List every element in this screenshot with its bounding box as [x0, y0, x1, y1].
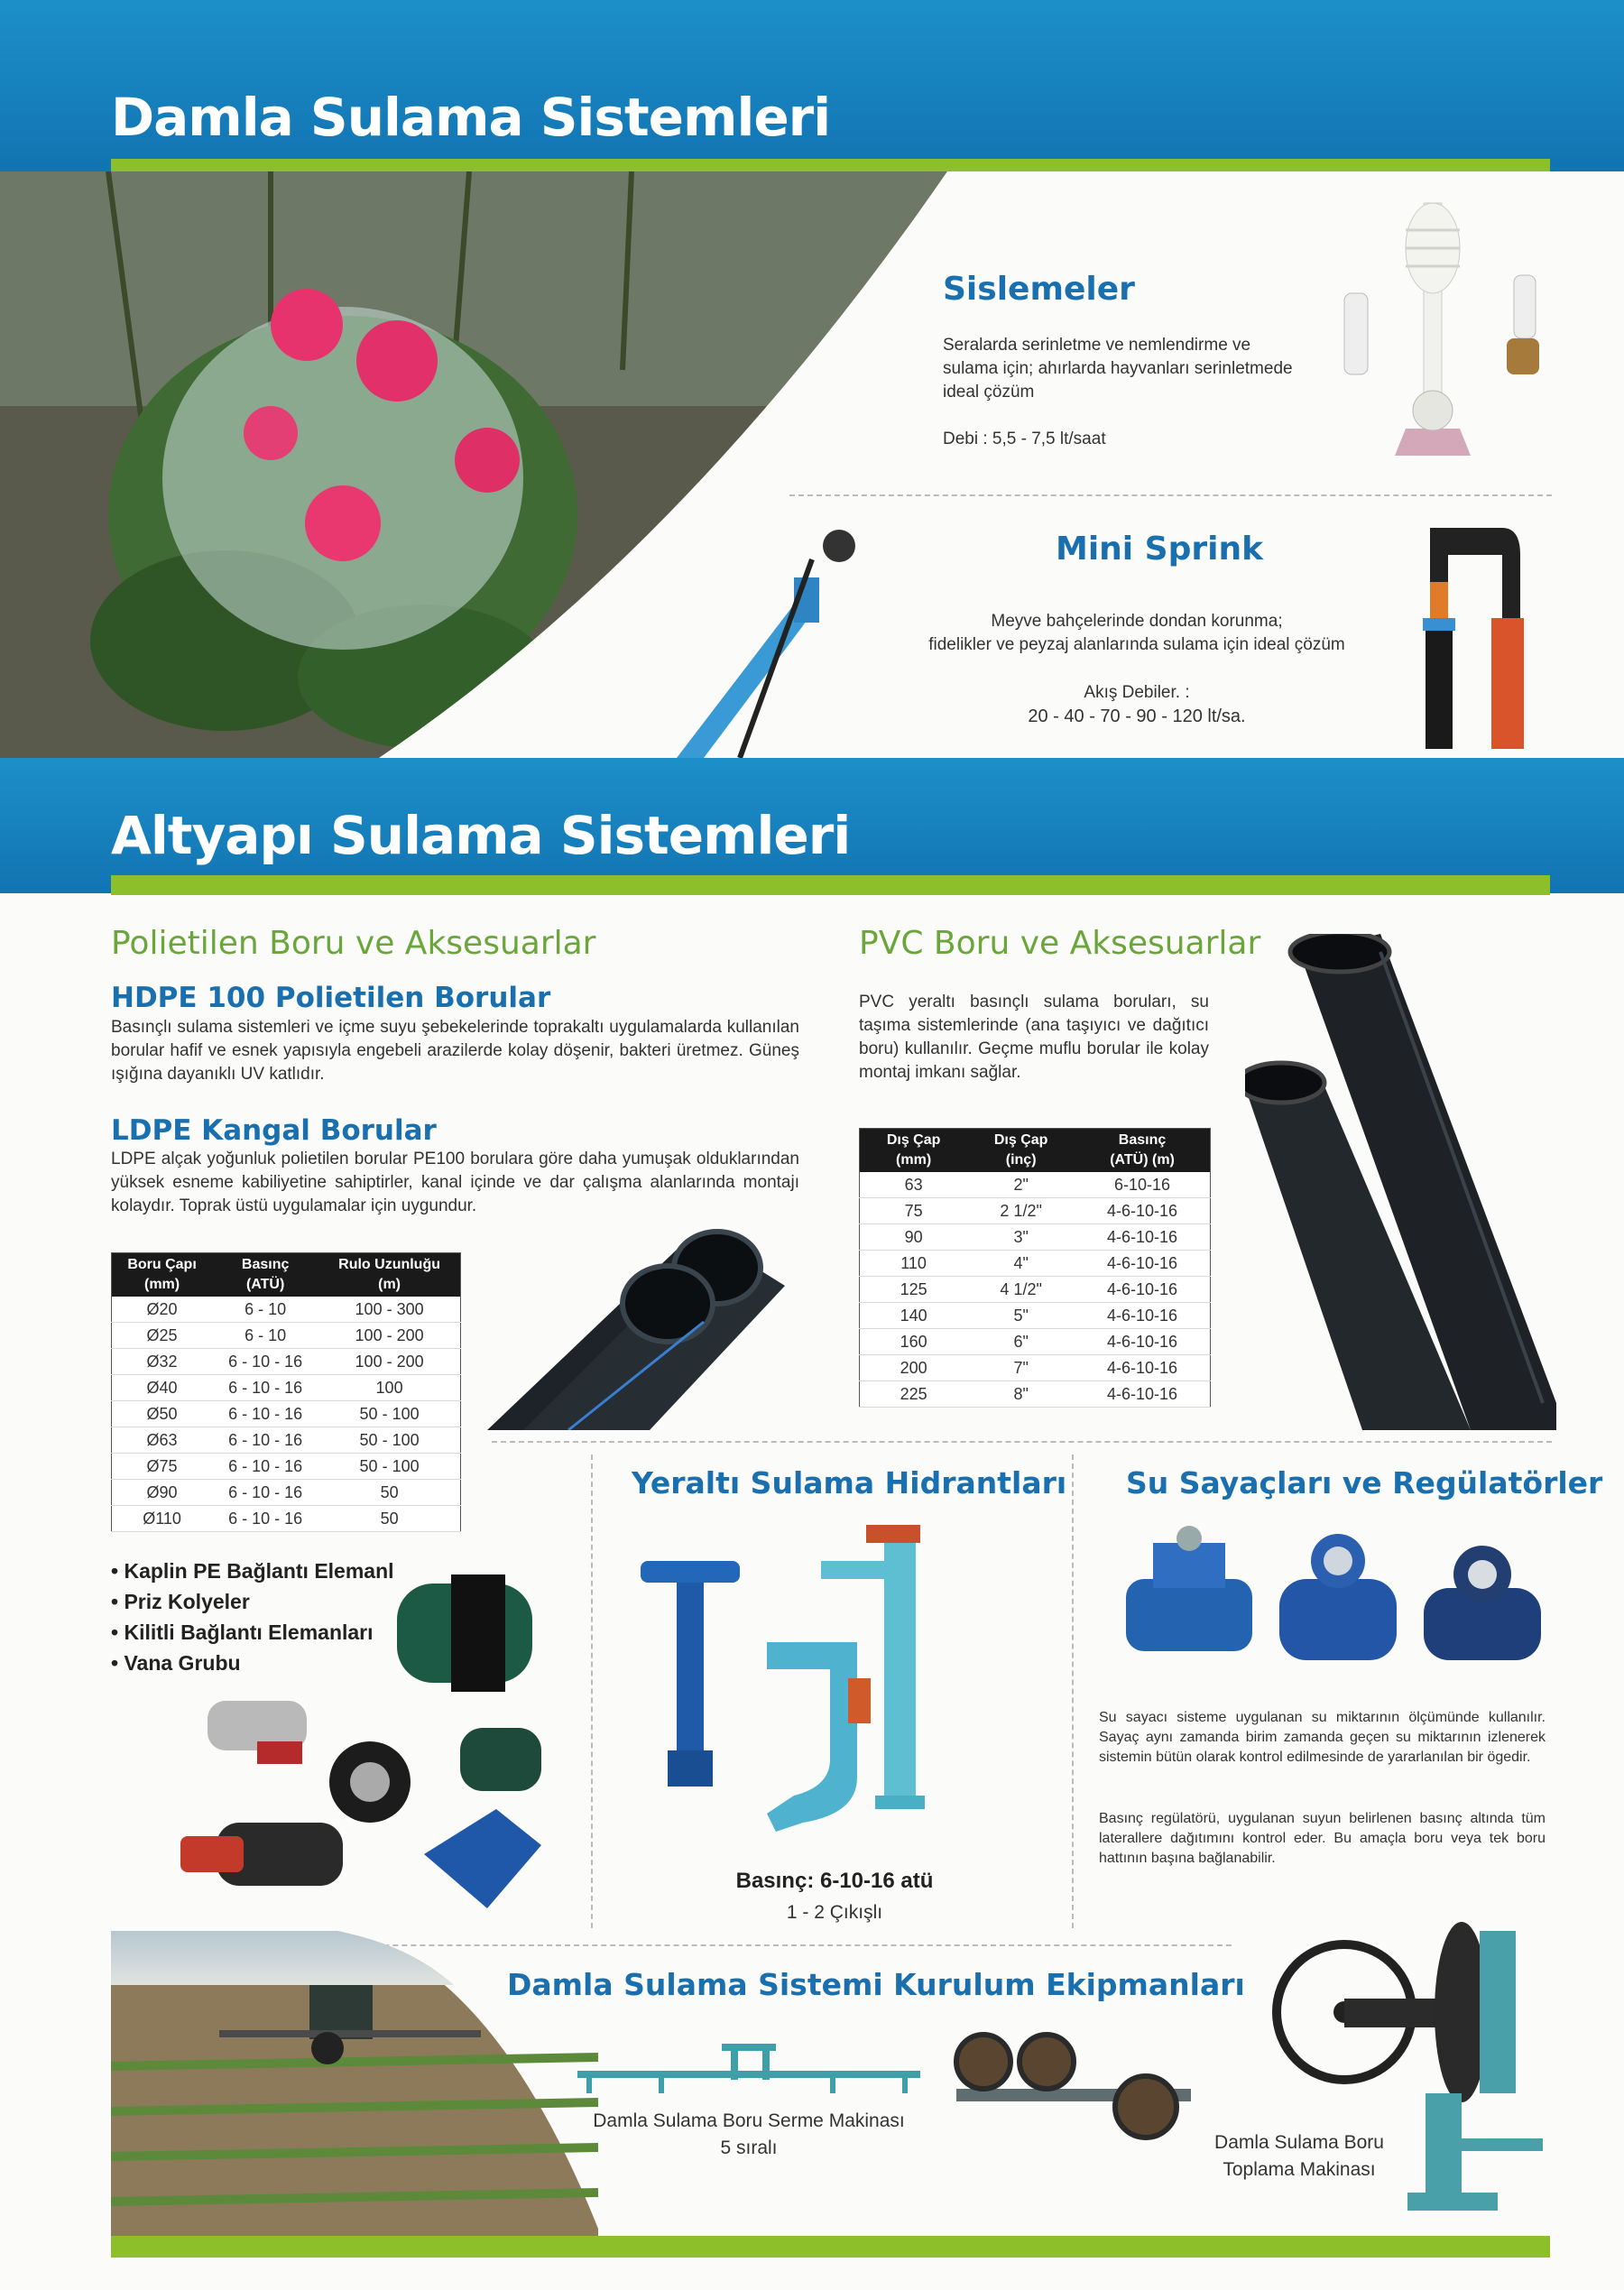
- polietilen-heading: Polietilen Boru ve Aksesuarlar: [111, 925, 596, 962]
- meter-left-divider: [1072, 1454, 1074, 1928]
- meter-title: Su Sayaçları ve Regülatörler: [1126, 1465, 1603, 1501]
- table-row: Ø63 6 - 10 - 16 50 - 100: [112, 1427, 461, 1454]
- pvc-text: PVC yeraltı basınçlı sulama boruları, su taşıma sistemlerinde (ana taşıyıcı ve dağıtıcı boru) kullanılır. Geçme muflu borular ile kolay montaj imkanı sağlar.: [859, 993, 1209, 1082]
- header-roll-length: Rulo Uzunluğu (m): [318, 1253, 460, 1297]
- table-row: 160 6" 4-6-10-16: [860, 1329, 1211, 1355]
- section1-divider: [789, 494, 1552, 496]
- collection-machine-caption-1: Damla Sulama Boru: [1214, 2132, 1384, 2153]
- table-row: 110 4" 4-6-10-16: [860, 1251, 1211, 1277]
- pvc-pipe-image: [1245, 934, 1556, 1430]
- hydrant-pressure: Basınç: 6-10-16 atü: [735, 1869, 934, 1893]
- table-row: 90 3" 4-6-10-16: [860, 1224, 1211, 1251]
- table-header-row: [860, 1129, 1211, 1173]
- mist-nozzle-image: [1317, 194, 1561, 483]
- sislemeler-flow: Debi : 5,5 - 7,5 lt/saat: [943, 429, 1106, 448]
- installation-title: Damla Sulama Sistemi Kurulum Ekipmanları: [507, 1967, 1245, 2002]
- hydrant-outlets: 1 - 2 Çıkışlı: [786, 1902, 883, 1923]
- pe-pipe-image: [487, 1214, 794, 1430]
- water-meter-image: [1108, 1525, 1550, 1678]
- header-pressure: Basınç (ATÜ): [212, 1253, 318, 1297]
- list-item: • Vana Grubu: [111, 1648, 394, 1678]
- hydrant-left-divider: [591, 1454, 593, 1928]
- footer-green-bar: [111, 2236, 1550, 2258]
- pvc-heading: PVC Boru ve Aksesuarlar: [859, 925, 1261, 962]
- section2-green-bar: [111, 875, 1550, 895]
- hydrant-title: Yeraltı Sulama Hidrantları: [632, 1465, 1067, 1501]
- table-row: 63 2" 6-10-16: [860, 1172, 1211, 1198]
- table-row: Ø50 6 - 10 - 16 50 - 100: [112, 1401, 461, 1427]
- table-row: Ø90 6 - 10 - 16 50: [112, 1480, 461, 1506]
- mini-sprink-description-2: fidelikler ve peyzaj alanlarında sulama için ideal çözüm: [928, 635, 1345, 654]
- header-diameter: Boru Çapı (mm): [112, 1253, 213, 1297]
- mini-sprink-description-1: Meyve bahçelerinde dondan korunma;: [991, 612, 1283, 631]
- pe-fittings-image: [180, 1565, 586, 1926]
- middle-divider: [492, 1441, 1552, 1443]
- ldpe-text: LDPE alçak yoğunluk polietilen borular PE100 borulara göre daha yumuşak olduklarından yüksek esneme kabiliyetine sahiptirler, kanal içinde ve dar çalışma alanlarında montajı kolaydır. Toprak üstü uygulamalar için uygundur.: [111, 1150, 799, 1215]
- pvc-pipe-spec-table: [859, 1128, 1211, 1408]
- hdpe-text: Basınçlı sulama sistemleri ve içme suyu şebekelerinde toprakaltı uygulamalarda kullanılan borular hafif ve esnek yapısıyla engebeli arazilerde kolay döşenir, bakteri üretmez. Güneş ışığına dayanıklı UV katlıdır.: [111, 1018, 799, 1084]
- mini-sprinkler-image: [1403, 519, 1538, 749]
- sislemeler-description: Seralarda serinletme ve nemlendirme ve sulama için; ahırlarda hayvanları serinletmede ideal çözüm: [943, 336, 1293, 402]
- table-row: Ø32 6 - 10 - 16 100 - 200: [112, 1349, 461, 1375]
- hydrant-image: [623, 1525, 1029, 1850]
- table-row: 225 8" 4-6-10-16: [860, 1381, 1211, 1408]
- table-row: 200 7" 4-6-10-16: [860, 1355, 1211, 1381]
- laying-machine-caption-2: 5 sıralı: [720, 2138, 778, 2158]
- pe-pipe-spec-table: [111, 1252, 461, 1532]
- list-item: • Kaplin PE Bağlantı Elemanl: [111, 1556, 394, 1586]
- table-row: Ø20 6 - 10 100 - 300: [112, 1297, 461, 1323]
- table-row: Ø110 6 - 10 - 16 50: [112, 1506, 461, 1532]
- pipe-laying-machine-image: [568, 2035, 929, 2098]
- header-outer-diameter-mm: Dış Çap (mm): [860, 1129, 968, 1173]
- section1-title: Damla Sulama Sistemleri: [111, 87, 831, 148]
- reel-unit-image: [947, 2026, 1200, 2152]
- table-row: 75 2 1/2" 4-6-10-16: [860, 1198, 1211, 1224]
- header-pressure: Basınç (ATÜ) (m): [1075, 1129, 1210, 1173]
- table-row: Ø75 6 - 10 - 16 50 - 100: [112, 1454, 461, 1480]
- table-row: Ø40 6 - 10 - 16 100: [112, 1375, 461, 1401]
- meter-text-2: Basınç regülatörü, uygulanan suyun belirlenen basınç altında tüm laterallere dağıtımını kontrol eder. Bu amaçla boru veya tek boru hattının başına bağlanabilir.: [1099, 1811, 1546, 1866]
- table-row: Ø25 6 - 10 100 - 200: [112, 1323, 461, 1349]
- header-outer-diameter-inch: Dış Çap (inç): [967, 1129, 1075, 1173]
- meter-text-1: Su sayacı sisteme uygulanan su miktarının ölçümünde kullanılır. Sayaç aynı zamanda birim zamanda geçen su miktarının izlenerek sistemin bütün olarak kontrol edilmesinde de yararlanılan bir ögedir.: [1099, 1710, 1546, 1765]
- sislemeler-title: Sislemeler: [943, 271, 1135, 308]
- list-item: • Kilitli Bağlantı Elemanları: [111, 1617, 394, 1648]
- mini-sprink-flow-label: Akış Debiler. :: [1084, 683, 1190, 702]
- hdpe-title: HDPE 100 Polietilen Borular: [111, 982, 551, 1014]
- blue-sprinkler-stake-image: [659, 523, 911, 758]
- table-header-row: [112, 1253, 461, 1297]
- section2-title: Altyapı Sulama Sistemleri: [111, 805, 851, 866]
- mini-sprink-flow-values: 20 - 40 - 70 - 90 - 120 lt/sa.: [1028, 706, 1246, 726]
- ldpe-title: LDPE Kangal Borular: [111, 1114, 437, 1147]
- laying-machine-caption-1: Damla Sulama Boru Serme Makinası: [593, 2110, 905, 2131]
- collection-machine-caption-2: Toplama Makinası: [1223, 2159, 1376, 2180]
- table-row: 125 4 1/2" 4-6-10-16: [860, 1277, 1211, 1303]
- list-item: • Priz Kolyeler: [111, 1586, 394, 1617]
- table-row: 140 5" 4-6-10-16: [860, 1303, 1211, 1329]
- mini-sprink-title: Mini Sprink: [1056, 531, 1264, 568]
